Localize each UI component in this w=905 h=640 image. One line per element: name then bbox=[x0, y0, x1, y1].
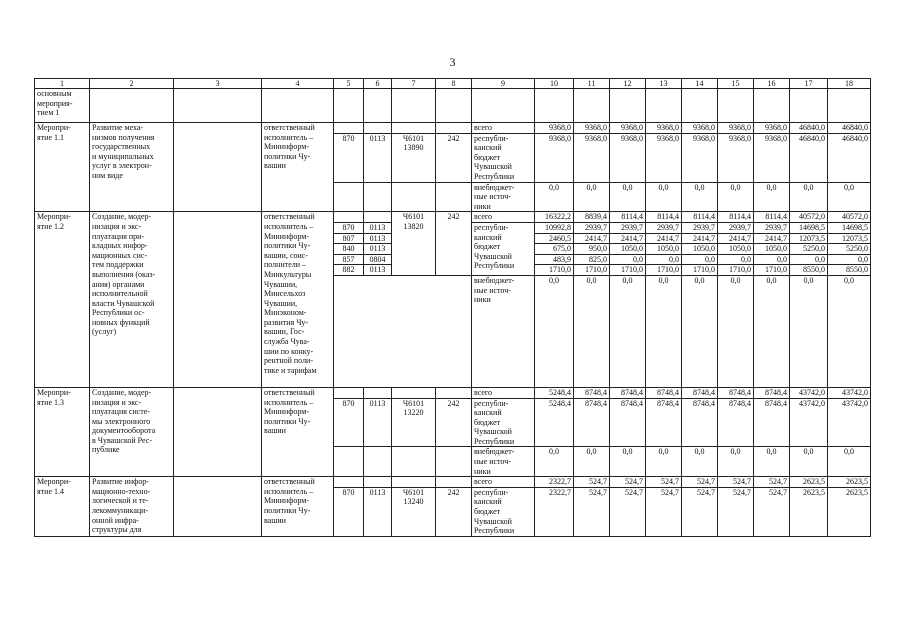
value-cell: 43742,0 bbox=[790, 387, 828, 398]
measure-1-1-col3 bbox=[174, 123, 262, 212]
value-cell: 9368,0 bbox=[610, 123, 646, 134]
value-cell: 2623,5 bbox=[790, 487, 828, 536]
measure-1-1-description: Развитие меха- низмов получения государственных и муниципальных услуг в электрон- ном виде bbox=[90, 123, 174, 212]
value-cell: 2939,7 bbox=[646, 222, 682, 233]
value-cell: 0,0 bbox=[718, 447, 754, 477]
column-number-row bbox=[35, 79, 871, 89]
value-cell: 14698,5 bbox=[828, 222, 871, 233]
measure-1-2-col3 bbox=[174, 212, 262, 388]
column-number: 13 bbox=[646, 79, 682, 89]
value-cell: 46840,0 bbox=[828, 133, 871, 182]
value-cell: 16322,2 bbox=[535, 212, 574, 223]
value-cell: 825,0 bbox=[574, 254, 610, 265]
value-cell: 8839,4 bbox=[574, 212, 610, 223]
value-cell: 0,0 bbox=[718, 275, 754, 387]
value-cell: 9368,0 bbox=[574, 123, 610, 134]
code-expense-type: 242 bbox=[436, 133, 472, 182]
value-cell: 1710,0 bbox=[718, 265, 754, 276]
value-cell: 483,9 bbox=[535, 254, 574, 265]
value-cell: 2414,7 bbox=[682, 233, 718, 244]
column-number: 11 bbox=[574, 79, 610, 89]
value-cell: 0,0 bbox=[790, 447, 828, 477]
code-section: 0113 bbox=[364, 133, 392, 182]
value-cell: 43742,0 bbox=[790, 398, 828, 447]
column-number: 7 bbox=[392, 79, 436, 89]
measure-1-2-row-total bbox=[35, 212, 871, 223]
value-cell: 9368,0 bbox=[682, 133, 718, 182]
value-cell: 8550,0 bbox=[828, 265, 871, 276]
value-cell: 0,0 bbox=[646, 254, 682, 265]
value-cell: 0,0 bbox=[574, 182, 610, 212]
value-cell: 5250,0 bbox=[828, 244, 871, 255]
value-cell: 43742,0 bbox=[828, 387, 871, 398]
value-cell: 1050,0 bbox=[646, 244, 682, 255]
value-cell: 8114,4 bbox=[754, 212, 790, 223]
code-section: 0113 bbox=[364, 487, 392, 536]
value-cell: 12073,5 bbox=[828, 233, 871, 244]
value-cell: 0,0 bbox=[682, 254, 718, 265]
page-number: 3 bbox=[449, 55, 456, 69]
value-cell: 46840,0 bbox=[828, 123, 871, 134]
value-cell: 8748,4 bbox=[718, 398, 754, 447]
code-grbs: 870 bbox=[334, 222, 364, 233]
value-cell: 0,0 bbox=[718, 182, 754, 212]
value-cell: 2623,5 bbox=[828, 477, 871, 488]
value-cell: 8748,4 bbox=[682, 387, 718, 398]
value-cell: 524,7 bbox=[682, 487, 718, 536]
value-cell: 8114,4 bbox=[718, 212, 754, 223]
measure-1-3-executor: ответственный исполнитель – Мининформ- политики Чу- вашии bbox=[262, 387, 334, 476]
value-cell: 1710,0 bbox=[646, 265, 682, 276]
value-cell: 2414,7 bbox=[610, 233, 646, 244]
column-number: 3 bbox=[174, 79, 262, 89]
measure-1-3-col3 bbox=[174, 387, 262, 476]
value-cell: 0,0 bbox=[682, 275, 718, 387]
column-number: 6 bbox=[364, 79, 392, 89]
code-expense-type: 242 bbox=[436, 212, 472, 276]
measure-1-4-col3 bbox=[174, 477, 262, 537]
value-cell: 2939,7 bbox=[610, 222, 646, 233]
value-cell: 0,0 bbox=[574, 447, 610, 477]
measure-1-3-row-total bbox=[35, 387, 871, 398]
value-cell: 2414,7 bbox=[574, 233, 610, 244]
value-cell: 2623,5 bbox=[828, 487, 871, 536]
value-cell: 9368,0 bbox=[646, 133, 682, 182]
value-cell: 675,0 bbox=[535, 244, 574, 255]
measure-1-1-name: Меропри- ятие 1.1 bbox=[35, 123, 90, 212]
value-cell: 5250,0 bbox=[790, 244, 828, 255]
value-cell: 9368,0 bbox=[754, 123, 790, 134]
value-cell: 1710,0 bbox=[535, 265, 574, 276]
value-cell: 40572,0 bbox=[790, 212, 828, 223]
value-cell: 9368,0 bbox=[535, 133, 574, 182]
value-cell: 9368,0 bbox=[754, 133, 790, 182]
funding-source: внебюджет- ные источ- ники bbox=[472, 182, 535, 212]
value-cell: 8748,4 bbox=[754, 387, 790, 398]
funding-source: республи- канский бюджет Чувашской Республики bbox=[472, 222, 535, 275]
value-cell: 9368,0 bbox=[718, 123, 754, 134]
code-grbs: 807 bbox=[334, 233, 364, 244]
value-cell: 2939,7 bbox=[718, 222, 754, 233]
value-cell: 9368,0 bbox=[610, 133, 646, 182]
value-cell: 524,7 bbox=[574, 477, 610, 488]
value-cell: 9368,0 bbox=[535, 123, 574, 134]
funding-source: всего bbox=[472, 123, 535, 134]
value-cell: 12073,5 bbox=[790, 233, 828, 244]
value-cell: 524,7 bbox=[682, 477, 718, 488]
value-cell: 8114,4 bbox=[646, 212, 682, 223]
measure-1-3-description: Создание, модер- низация и экс- плуатация систе- мы электронного документооборота в Чувашской Рес- публике bbox=[90, 387, 174, 476]
code-grbs: 870 bbox=[334, 398, 364, 447]
value-cell: 40572,0 bbox=[828, 212, 871, 223]
value-cell: 8748,4 bbox=[646, 398, 682, 447]
code-grbs: 857 bbox=[334, 254, 364, 265]
column-number: 14 bbox=[682, 79, 718, 89]
value-cell: 0,0 bbox=[790, 254, 828, 265]
value-cell: 0,0 bbox=[535, 275, 574, 387]
value-cell: 1050,0 bbox=[682, 244, 718, 255]
measure-1-2-executor: ответственный исполнитель – Мининформ- политики Чу- вашии, соис- полнители – Минкультуры Чувашии, Минсельхоз Чувашии, Минэконом- развития Чу- вашии, Гос- служба Чува- шии по конку- рентной поли- тике и тарифам bbox=[262, 212, 334, 388]
value-cell: 524,7 bbox=[646, 487, 682, 536]
code-section: 0113 bbox=[364, 244, 392, 255]
value-cell: 8550,0 bbox=[790, 265, 828, 276]
value-cell: 1050,0 bbox=[718, 244, 754, 255]
value-cell: 46840,0 bbox=[790, 123, 828, 134]
value-cell: 8748,4 bbox=[574, 398, 610, 447]
column-number: 1 bbox=[35, 79, 90, 89]
funding-source: республи- канский бюджет Чувашской Республики bbox=[472, 487, 535, 536]
value-cell: 2322,7 bbox=[535, 477, 574, 488]
code-target: Ч6101 13220 bbox=[392, 398, 436, 447]
value-cell: 0,0 bbox=[754, 447, 790, 477]
value-cell: 9368,0 bbox=[718, 133, 754, 182]
value-cell: 1710,0 bbox=[610, 265, 646, 276]
value-cell: 0,0 bbox=[754, 254, 790, 265]
value-cell: 9368,0 bbox=[574, 133, 610, 182]
code-section: 0804 bbox=[364, 254, 392, 265]
code-expense-type: 242 bbox=[436, 398, 472, 447]
code-grbs: 882 bbox=[334, 265, 364, 276]
value-cell: 0,0 bbox=[610, 182, 646, 212]
code-grbs: 870 bbox=[334, 487, 364, 536]
code-target: Ч6101 13820 bbox=[392, 212, 436, 276]
code-expense-type: 242 bbox=[436, 487, 472, 536]
column-number: 15 bbox=[718, 79, 754, 89]
value-cell: 8748,4 bbox=[610, 387, 646, 398]
value-cell: 0,0 bbox=[610, 275, 646, 387]
carry-over-text: основным мероприя- тием 1 bbox=[35, 89, 90, 123]
value-cell: 2414,7 bbox=[754, 233, 790, 244]
column-number: 9 bbox=[472, 79, 535, 89]
code-section: 0113 bbox=[364, 398, 392, 447]
funding-source: всего bbox=[472, 477, 535, 488]
value-cell: 950,0 bbox=[574, 244, 610, 255]
value-cell: 8114,4 bbox=[610, 212, 646, 223]
value-cell: 0,0 bbox=[718, 254, 754, 265]
value-cell: 8748,4 bbox=[754, 398, 790, 447]
value-cell: 8114,4 bbox=[682, 212, 718, 223]
value-cell: 1710,0 bbox=[574, 265, 610, 276]
value-cell: 46840,0 bbox=[790, 133, 828, 182]
measure-1-1-executor: ответственный исполнитель – Мининформ- политики Чу- вашии bbox=[262, 123, 334, 212]
measure-1-4-name: Меропри- ятие 1.4 bbox=[35, 477, 90, 537]
value-cell: 0,0 bbox=[828, 275, 871, 387]
column-number: 10 bbox=[535, 79, 574, 89]
value-cell: 0,0 bbox=[682, 447, 718, 477]
value-cell: 1050,0 bbox=[754, 244, 790, 255]
value-cell: 9368,0 bbox=[682, 123, 718, 134]
funding-source: внебюджет- ные источ- ники bbox=[472, 447, 535, 477]
value-cell: 0,0 bbox=[754, 182, 790, 212]
value-cell: 0,0 bbox=[574, 275, 610, 387]
funding-source: всего bbox=[472, 212, 535, 223]
value-cell: 5248,4 bbox=[535, 387, 574, 398]
value-cell: 0,0 bbox=[610, 447, 646, 477]
value-cell: 0,0 bbox=[828, 254, 871, 265]
value-cell: 2939,7 bbox=[754, 222, 790, 233]
value-cell: 0,0 bbox=[610, 254, 646, 265]
code-section: 0113 bbox=[364, 222, 392, 233]
value-cell: 2414,7 bbox=[646, 233, 682, 244]
column-number: 18 bbox=[828, 79, 871, 89]
value-cell: 0,0 bbox=[646, 182, 682, 212]
value-cell: 0,0 bbox=[828, 447, 871, 477]
value-cell: 2939,7 bbox=[574, 222, 610, 233]
value-cell: 1050,0 bbox=[610, 244, 646, 255]
funding-source: внебюджет- ные источ- ники bbox=[472, 275, 535, 387]
value-cell: 43742,0 bbox=[828, 398, 871, 447]
value-cell: 524,7 bbox=[610, 477, 646, 488]
measure-1-1-row-total bbox=[35, 123, 871, 134]
code-section: 0113 bbox=[364, 265, 392, 276]
code-grbs: 840 bbox=[334, 244, 364, 255]
value-cell: 8748,4 bbox=[574, 387, 610, 398]
funding-source: республи- канский бюджет Чувашской Республики bbox=[472, 133, 535, 182]
measure-1-4-executor: ответственный исполнитель – Мининформ- политики Чу- вашии bbox=[262, 477, 334, 537]
measure-1-4-row-total bbox=[35, 477, 871, 488]
value-cell: 2322,7 bbox=[535, 487, 574, 536]
code-section: 0113 bbox=[364, 233, 392, 244]
measure-1-3-name: Меропри- ятие 1.3 bbox=[35, 387, 90, 476]
value-cell: 0,0 bbox=[790, 275, 828, 387]
value-cell: 8748,4 bbox=[646, 387, 682, 398]
code-grbs: 870 bbox=[334, 133, 364, 182]
value-cell: 524,7 bbox=[610, 487, 646, 536]
value-cell: 8748,4 bbox=[610, 398, 646, 447]
value-cell: 0,0 bbox=[828, 182, 871, 212]
measure-1-2-description: Создание, модер- низация и экс- плуатация при- кладных инфор- мационных сис- тем поддержки выполнения (оказ- ания) органами исполнительной власти Чувашской Республики ос- новных функций (услуг) bbox=[90, 212, 174, 388]
value-cell: 2460,5 bbox=[535, 233, 574, 244]
value-cell: 0,0 bbox=[646, 447, 682, 477]
code-target: Ч6101 13240 bbox=[392, 487, 436, 536]
value-cell: 8748,4 bbox=[682, 398, 718, 447]
value-cell: 0,0 bbox=[535, 182, 574, 212]
value-cell: 524,7 bbox=[718, 487, 754, 536]
funding-source: всего bbox=[472, 387, 535, 398]
value-cell: 2939,7 bbox=[682, 222, 718, 233]
value-cell: 0,0 bbox=[682, 182, 718, 212]
value-cell: 1710,0 bbox=[754, 265, 790, 276]
value-cell: 524,7 bbox=[718, 477, 754, 488]
column-number: 8 bbox=[436, 79, 472, 89]
column-number: 2 bbox=[90, 79, 174, 89]
value-cell: 8748,4 bbox=[718, 387, 754, 398]
value-cell: 5248,4 bbox=[535, 398, 574, 447]
value-cell: 0,0 bbox=[790, 182, 828, 212]
value-cell: 2414,7 bbox=[718, 233, 754, 244]
value-cell: 0,0 bbox=[754, 275, 790, 387]
value-cell: 0,0 bbox=[535, 447, 574, 477]
value-cell: 524,7 bbox=[754, 477, 790, 488]
value-cell: 2623,5 bbox=[790, 477, 828, 488]
value-cell: 524,7 bbox=[646, 477, 682, 488]
measure-1-4-description: Развитие инфор- мационно-техно- логической и те- лекоммуникаци- онной инфра- структуры для bbox=[90, 477, 174, 537]
value-cell: 9368,0 bbox=[646, 123, 682, 134]
value-cell: 524,7 bbox=[574, 487, 610, 536]
value-cell: 14698,5 bbox=[790, 222, 828, 233]
column-number: 12 bbox=[610, 79, 646, 89]
column-number: 17 bbox=[790, 79, 828, 89]
carry-over-row bbox=[35, 89, 871, 123]
code-target: Ч6101 13890 bbox=[392, 133, 436, 182]
funding-source: республи- канский бюджет Чувашской Республики bbox=[472, 398, 535, 447]
column-number: 4 bbox=[262, 79, 334, 89]
value-cell: 524,7 bbox=[754, 487, 790, 536]
column-number: 16 bbox=[754, 79, 790, 89]
measure-1-2-name: Меропри- ятие 1.2 bbox=[35, 212, 90, 388]
value-cell: 10992,8 bbox=[535, 222, 574, 233]
column-number: 5 bbox=[334, 79, 364, 89]
program-table bbox=[34, 78, 871, 537]
value-cell: 0,0 bbox=[646, 275, 682, 387]
value-cell: 1710,0 bbox=[682, 265, 718, 276]
